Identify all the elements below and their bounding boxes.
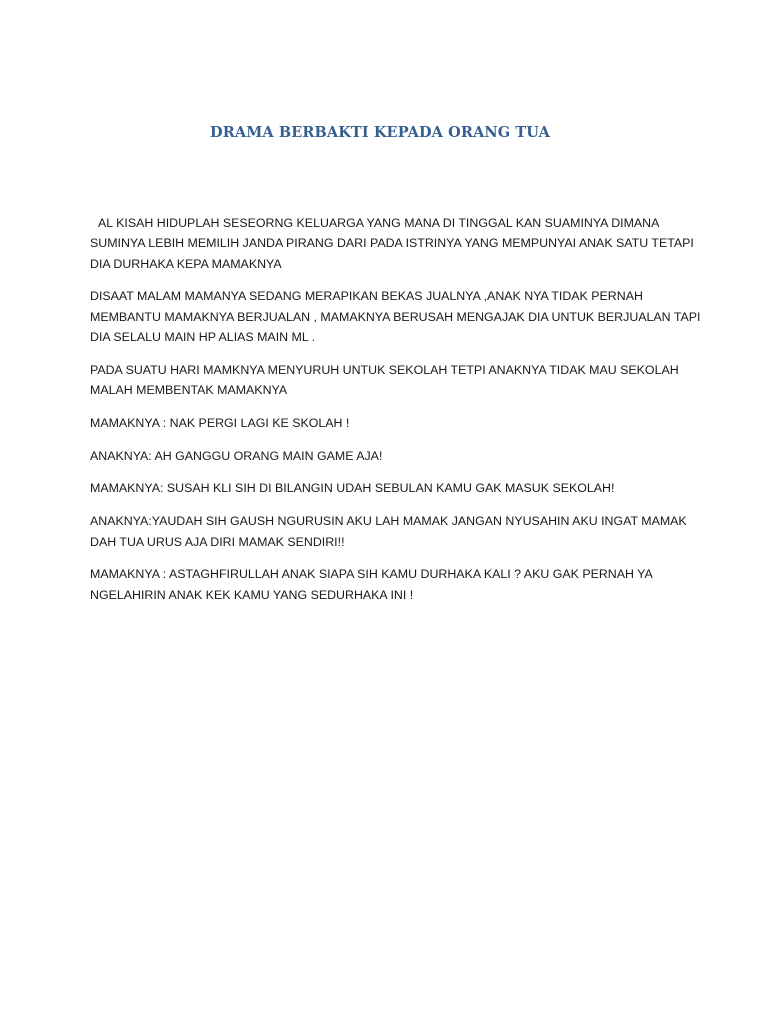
paragraph-line: MAMAKNYA: SUSAH KLI SIH DI BILANGIN UDAH SEBULAN KAMU GAK MASUK SEKOLAH!	[90, 481, 615, 496]
dialogue-line-mother-3	[90, 564, 690, 605]
document-title: DRAMA BERBAKTI KEPADA ORANG TUA	[210, 124, 550, 141]
paragraph-line: ANAKNYA:YAUDAH SIH GAUSH NGURUSIN AKU LAH MAMAK JANGAN NYUSAHIN AKU INGAT MAMAK	[90, 514, 687, 529]
paragraph-night	[90, 286, 701, 347]
paragraph-line: MAMAKNYA : ASTAGHFIRULLAH ANAK SIAPA SIH KAMU DURHAKA KALI ? AKU GAK PERNAH YA	[90, 567, 653, 582]
paragraph-intro	[90, 213, 694, 274]
paragraph-school	[90, 360, 690, 401]
paragraph-line: AL KISAH HIDUPLAH SESEORNG KELUARGA YANG MANA DI TINGGAL KAN SUAMINYA DIMANA	[98, 216, 660, 230]
paragraph-line: DISAAT MALAM MAMANYA SEDANG MERAPIKAN BEKAS JUALNYA ,ANAK NYA TIDAK PERNAH	[90, 289, 643, 304]
paragraph-line: DAH TUA URUS AJA DIRI MAMAK SENDIRI!!	[90, 534, 345, 549]
dialogue-line-child-2	[90, 511, 690, 552]
paragraph-line: MEMBANTU MAMAKNYA BERJUALAN , MAMAKNYA BERUSAH MENGAJAK DIA UNTUK BERJUALAN TAPI	[90, 309, 701, 324]
document-body	[90, 213, 701, 617]
paragraph-line: ANAKNYA: AH GANGGU ORANG MAIN GAME AJA!	[90, 448, 383, 463]
paragraph-line: MAMAKNYA : NAK PERGI LAGI KE SKOLAH !	[90, 415, 350, 430]
dialogue-line-mother-1	[90, 413, 690, 433]
paragraph-line: NGELAHIRIN ANAK KEK KAMU YANG SEDURHAKA INI !	[90, 587, 414, 602]
dialogue-line-mother-2	[90, 478, 690, 498]
paragraph-line: DIA SELALU MAIN HP ALIAS MAIN ML .	[90, 329, 316, 344]
paragraph-line: DIA DURHAKA KEPA MAMAKNYA	[90, 256, 282, 271]
paragraph-line: MALAH MEMBENTAK MAMAKNYA	[90, 383, 288, 398]
paragraph-line: SUMINYA LEBIH MEMILIH JANDA PIRANG DARI PADA ISTRINYA YANG MEMPUNYAI ANAK SATU TETAPI	[90, 236, 694, 251]
dialogue-line-child-1	[90, 446, 690, 466]
paragraph-line: PADA SUATU HARI MAMKNYA MENYURUH UNTUK SEKOLAH TETPI ANAKNYA TIDAK MAU SEKOLAH	[90, 362, 679, 377]
